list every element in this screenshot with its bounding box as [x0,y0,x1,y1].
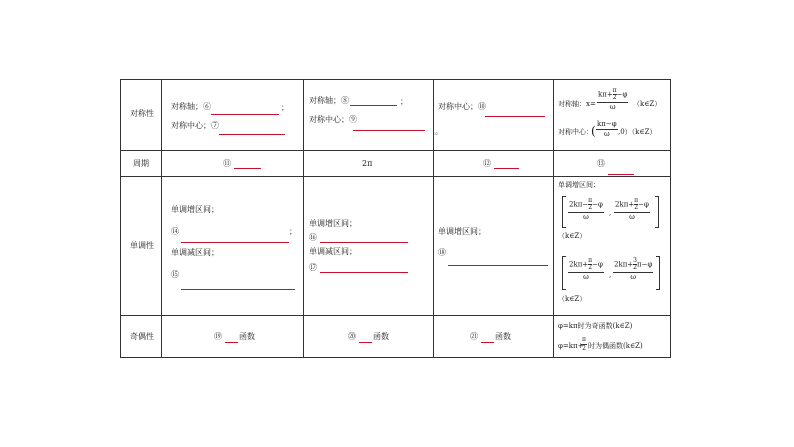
col-divider [553,80,554,357]
blank-14 [181,242,289,243]
pi-over-2-fraction: $\frac{\pi}{2}$ [582,336,586,352]
symmetry-center-text: 对称中心；⑦ [171,121,219,130]
increasing-interval-text: 单调增区间； [309,219,357,228]
left-bracket [562,196,566,228]
symmetry-center-text: 对称中心；⑨ [309,115,357,124]
row-label-symmetry: 对称性 [130,109,154,118]
blank-17 [320,272,408,273]
decreasing-interval-text: 单调减区间； [171,248,219,257]
semicolon: ； [289,227,297,236]
increasing-interval-text: 单调增区间； [171,205,219,214]
circled-17: ⑰ [309,263,317,272]
circled-12: ⑫ [483,159,491,168]
row-label-period: 周期 [133,159,149,168]
blank-6 [211,114,279,115]
blank-11 [234,168,261,169]
interval-end-fraction: 2kπ+ $\frac{\pi}{2}$ −φ ω [615,197,649,221]
circled-16: ⑯ [309,233,317,242]
increasing-interval-text: 单调增区间； [438,227,486,236]
row-label-parity: 奇偶性 [130,332,154,341]
center-formula-fraction: $\frac{k\pi-\varphi}{\omega}$ [597,120,617,138]
col-divider [433,80,434,357]
circled-14: ⑭ [171,227,179,236]
symmetry-center-text: 对称中心；⑩ [438,102,486,111]
even-function-prefix: φ=kπ+ [558,342,584,350]
center-formula-suffix: ,0）（k∈Z） [618,128,657,136]
row-label-monotonicity: 单调性 [130,241,154,250]
symmetry-axis-text: 对称轴；⑧ [309,96,349,105]
blank-8 [350,105,397,106]
circled-19: ⑲ [214,332,222,341]
blank-10 [485,116,545,117]
blank-7 [219,134,285,135]
comma: , [609,271,612,279]
function-suffix: 函数 [373,332,389,341]
circled-20: ⑳ [348,332,356,341]
comma: , [609,209,612,217]
left-bracket [562,256,566,290]
period-2pi: 2π [362,159,373,168]
circled-11: ⑪ [223,159,231,168]
function-suffix: 函数 [495,332,511,341]
interval-start-fraction: 2kπ− $\frac{\pi}{2}$ −φ ω [569,197,603,221]
k-in-z: （k∈Z） [558,232,587,240]
circled-15: ⑮ [171,270,179,279]
properties-table [120,79,671,358]
decreasing-interval-text: 单调减区间； [309,247,357,256]
semicolon: ； [281,103,289,112]
increasing-interval-text: 单调增区间： [558,181,600,189]
blank-18 [448,265,548,266]
even-function-suffix: 时为偶函数(k∈Z) [588,342,643,350]
right-bracket [655,196,659,228]
blank-15 [181,289,295,290]
k-in-z: （k∈Z） [558,295,587,303]
circled-13: ⑬ [597,159,605,168]
axis-formula-suffix: （k∈Z） [633,100,662,108]
col-divider [161,80,162,357]
blank-13 [608,174,634,175]
row-divider [121,315,670,316]
circled-21: ㉑ [470,332,478,341]
interval-end-fraction: 2kπ+ $\frac{3}{2}$ π−φ ω [614,257,653,281]
axis-formula-prefix: 对称轴：x= [558,100,596,108]
center-formula-prefix: 对称中心： [558,128,593,136]
blank-19 [225,342,238,343]
row-divider [121,176,670,177]
odd-function-condition: φ=kπ时为奇函数(k∈Z) [558,322,633,330]
blank-20 [359,342,372,343]
row-divider [121,150,670,151]
right-bracket [656,256,660,290]
blank-16 [320,242,408,243]
col-divider [303,80,304,357]
symmetry-axis-text: 对称轴；⑥ [171,102,211,111]
semicolon: ； [400,97,408,106]
interval-start-fraction: 2kπ+ $\frac{\pi}{2}$ −φ ω [569,257,603,281]
function-suffix: 函数 [239,332,255,341]
period-dot: 。 [435,127,443,136]
axis-formula-fraction: kπ+ $\frac{\pi}{2}$ −φ ω [598,87,628,111]
blank-12 [494,168,519,169]
left-paren: ( [591,124,596,138]
blank-9 [353,130,425,131]
circled-18: ⑱ [438,248,446,257]
blank-21 [481,342,494,343]
